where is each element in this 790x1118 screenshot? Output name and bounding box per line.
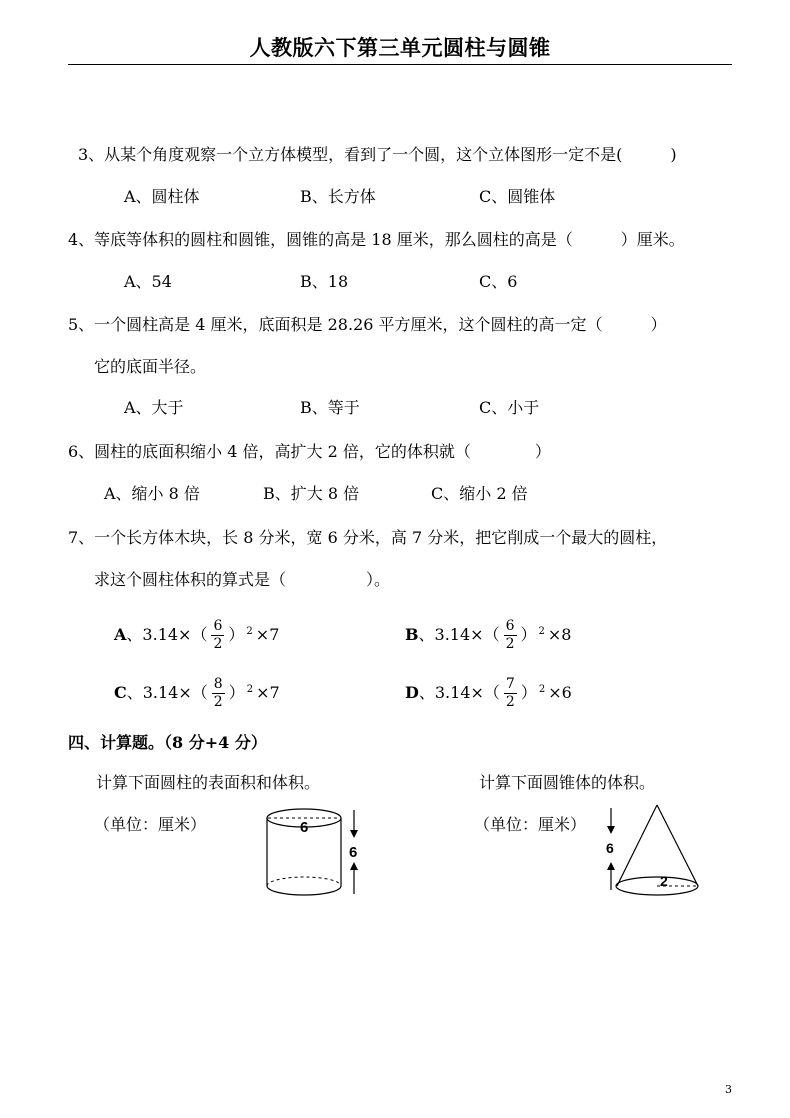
exponent: 2 — [246, 625, 253, 637]
fraction-denominator: 2 — [213, 694, 223, 710]
arrow-down-icon — [350, 830, 358, 838]
section-4-title: 四、计算题。（8 分+4 分） — [68, 733, 267, 752]
fraction-denominator: 2 — [213, 636, 223, 652]
exponent: 2 — [538, 625, 545, 637]
question-6-stem: 6、圆柱的底面积缩小 4 倍，高扩大 2 倍，它的体积就（ ） — [68, 442, 551, 461]
fraction — [212, 676, 225, 711]
formula-prefix: 、3.14×（ — [126, 625, 208, 644]
arrow-up-icon — [607, 862, 615, 870]
page-number: 3 — [725, 1083, 732, 1096]
question-5-option-c: C、小于 — [479, 398, 540, 417]
cylinder-diameter-label: 6 — [300, 819, 309, 836]
formula-suffix: ×7 — [256, 683, 280, 702]
formula-suffix: ×7 — [255, 625, 280, 644]
fraction-denominator: 2 — [505, 636, 515, 652]
fraction-numerator: 6 — [505, 618, 515, 634]
cone-radius-label: 2 — [660, 873, 668, 889]
fraction-numerator: 7 — [505, 676, 515, 692]
cone-left-slant — [617, 805, 657, 886]
arrow-up-icon — [350, 862, 358, 870]
option-letter: C — [114, 683, 127, 702]
question-5-stem-continued: 它的底面半径。 — [94, 357, 207, 376]
option-letter: D — [405, 683, 419, 702]
question-6-option-a: A、缩小 8 倍 — [104, 484, 200, 503]
cylinder-prompt: 计算下面圆柱的表面积和体积。 — [96, 773, 321, 792]
formula-suffix: ×8 — [547, 625, 572, 644]
question-4-option-b: B、18 — [300, 272, 349, 291]
question-6-option-b: B、扩大 8 倍 — [263, 484, 360, 503]
cylinder-figure — [262, 800, 370, 900]
question-6-option-c: C、缩小 2 倍 — [431, 484, 528, 503]
cone-unit: （单位：厘米） — [474, 815, 587, 834]
fraction-numerator: 8 — [213, 676, 223, 692]
question-7-option-c: C、3.14×（ $\frac{8}{2}$ ） $^2$ ×7 — [114, 676, 280, 710]
question-7-option-b: B、3.14×（ $\frac{6}{2}$ ） $^2$ ×8 — [405, 618, 572, 652]
question-3-stem: 3、从某个角度观察一个立方体模型，看到了一个圆，这个立体图形一定不是( ) — [78, 145, 677, 164]
question-4-option-a: A、54 — [124, 272, 172, 291]
fraction — [211, 618, 224, 653]
fraction — [504, 676, 517, 711]
formula-suffix: ×6 — [548, 683, 572, 702]
cylinder-unit: （单位：厘米） — [94, 815, 207, 834]
cone-prompt: 计算下面圆锥体的体积。 — [479, 773, 656, 792]
question-4-stem: 4、等底等体积的圆柱和圆锥，圆锥的高是 18 厘米，那么圆柱的高是（ ）厘米。 — [68, 230, 685, 249]
question-7-stem: 7、一个长方体木块，长 8 分米，宽 6 分米，高 7 分米，把它削成一个最大的圆柱， — [68, 528, 668, 547]
question-5-stem: 5、一个圆柱高是 4 厘米，底面积是 28.26 平方厘米，这个圆柱的高一定（ ） — [68, 315, 667, 334]
fraction — [504, 618, 517, 653]
question-4-option-c: C、6 — [479, 272, 518, 291]
fraction-denominator: 2 — [505, 694, 515, 710]
formula-prefix: 、3.14×（ — [418, 683, 500, 702]
question-3-option-c: C、圆锥体 — [479, 187, 556, 206]
cylinder-bottom-front — [267, 886, 341, 895]
fraction-numerator: 6 — [213, 618, 223, 634]
question-3-option-b: B、长方体 — [300, 187, 376, 206]
question-5-option-a: A、大于 — [124, 398, 184, 417]
cone-figure — [600, 800, 704, 900]
question-3-option-a: A、圆柱体 — [124, 187, 200, 206]
header-title: 人教版六下第三单元圆柱与圆锥 — [249, 35, 551, 60]
cylinder-bottom-back — [267, 877, 341, 886]
question-7-option-a: A、3.14×（ $\frac{6}{2}$ ） $^2$ ×7 — [114, 618, 280, 652]
cone-height-label: 6 — [606, 840, 614, 856]
option-letter: B — [405, 625, 419, 644]
option-letter: A — [114, 625, 127, 644]
question-7-option-d: D、3.14×（ $\frac{7}{2}$ ） $^2$ ×6 — [405, 676, 572, 710]
formula-prefix: 、3.14×（ — [418, 625, 500, 644]
exponent: 2 — [538, 683, 546, 695]
cylinder-height-label: 6 — [349, 844, 358, 861]
question-7-stem-continued: 求这个圆柱体积的算式是（ ）。 — [94, 570, 391, 589]
arrow-down-icon — [607, 826, 615, 834]
exponent: 2 — [246, 683, 254, 695]
question-5-option-b: B、等于 — [300, 398, 360, 417]
formula-prefix: 、3.14×（ — [126, 683, 208, 702]
page-header — [68, 30, 732, 65]
